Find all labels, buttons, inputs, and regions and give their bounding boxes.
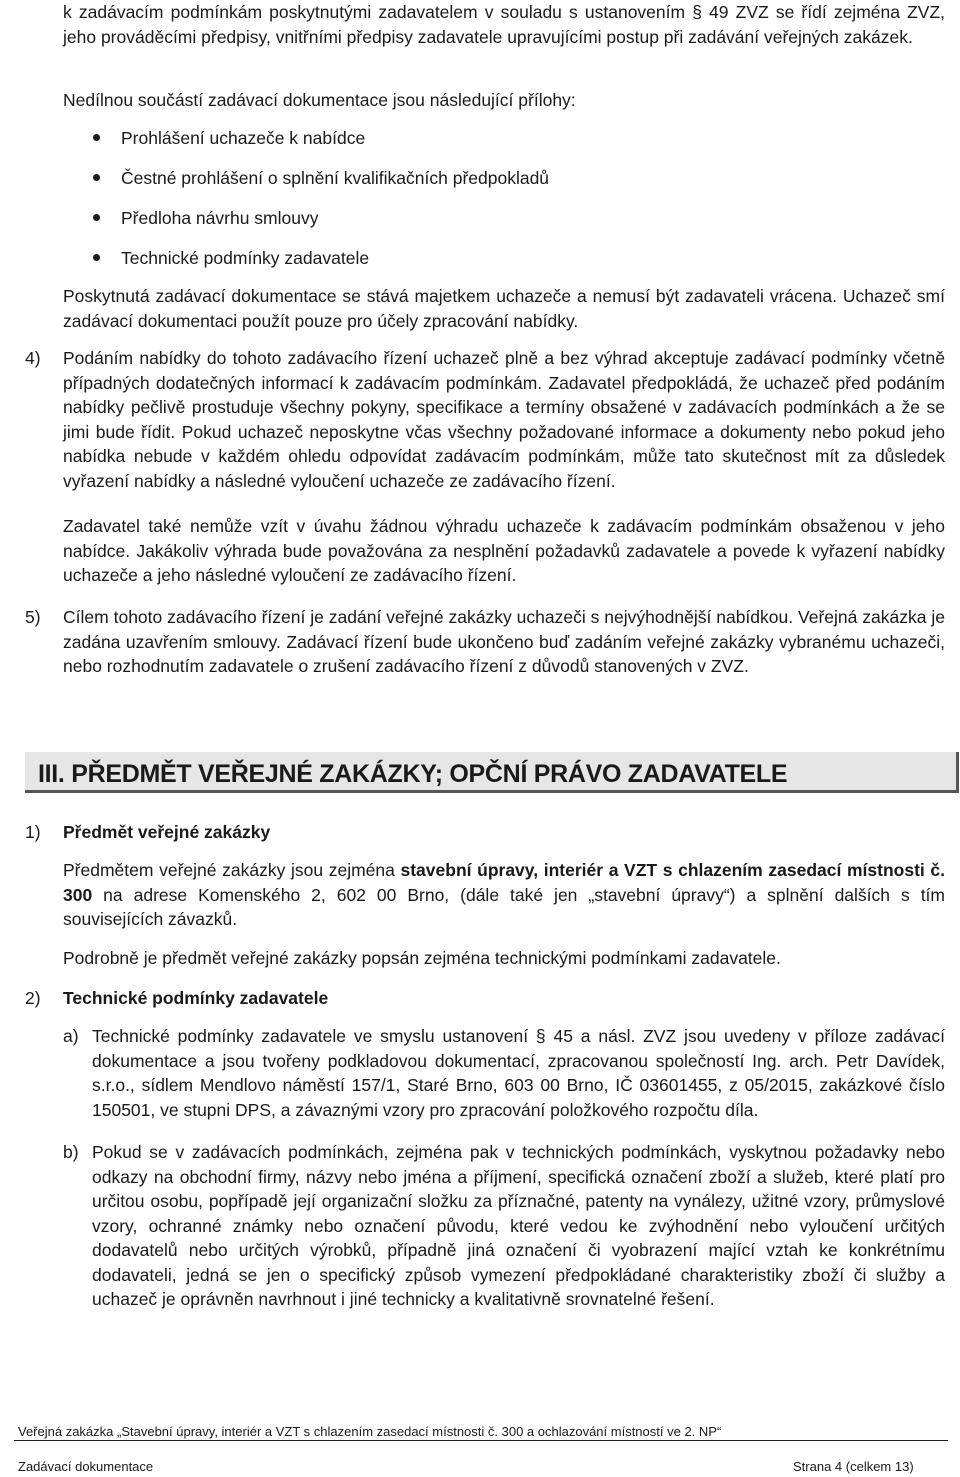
item-number: 5): [25, 607, 41, 627]
section-heading: III. PŘEDMĚT VEŘEJNÉ ZAKÁZKY; OPČNÍ PRÁVO ZADAVATELE: [38, 760, 788, 788]
acceptance-paragraph: Podáním nabídky do tohoto zadávacího řízení uchazeč plně a bez výhrad akceptuje zadávací podmínky včetně případných dodatečných informací k zadávacím podmínkám. Zadavatel předpokládá, že uchazeč před podáním nabídky pečlivě prostuduje všechny pokyny, specifikace a termíny obsažené v zadávacích podmínkách a že se jimi bude řídit. Pokud uchazeč neposkytne včas všechny požadované informace a dokumenty nebo pokud jeho nabídka nebude v každém ohledu odpovídat zadávacím podmínkám, může tato skutečnost mít za důsledek vyřazení nabídky a následné vyloučení uchazeče ze zadávacího řízení.: [63, 348, 945, 491]
bullet-icon: [93, 214, 100, 221]
attachments-intro: Nedílnou součástí zadávací dokumentace jsou následující přílohy:: [63, 90, 576, 110]
subsection-title: Technické podmínky zadavatele: [63, 988, 329, 1008]
footer-divider: [14, 1440, 948, 1441]
goal-paragraph: Cílem tohoto zadávacího řízení je zadání veřejné zakázky uchazeči s nejvýhodnější nabídkou. Veřejná zakázka je zadána uzavřením smlouvy. Zadávací řízení bude ukončeno buď zadáním veřejné zakázky vybranému uchazeči, nebo rozhodnutím zadavatele o zrušení zadávacího řízení z důvodů stanovených v ZVZ.: [63, 607, 945, 676]
subsection-number: 1): [25, 822, 41, 842]
footer-contract-title: Veřejná zakázka „Stavební úpravy, interiér a VZT s chlazením zasedací místnosti č. 300 a ochlazování místností ve 2. NP“: [18, 1424, 722, 1439]
list-label: b): [63, 1142, 79, 1162]
list-label: a): [63, 1026, 79, 1046]
item-number: 4): [25, 348, 41, 368]
attachment-item: Předloha návrhu smlouvy: [121, 208, 319, 228]
subject-detail-paragraph: Podrobně je předmět veřejné zakázky popsán zejména technickými podmínkami zadavatele.: [63, 948, 781, 968]
footer-document-name: Zadávací dokumentace: [18, 1459, 154, 1474]
subsection-number: 2): [25, 988, 41, 1008]
reservation-paragraph: Zadavatel také nemůže vzít v úvahu žádnou výhradu uchazeče k zadávacím podmínkám obsaženou v jeho nabídce. Jakákoliv výhrada bude považována za nesplnění požadavků zadavatele a povede k vyřazení nabídky uchazeče a jeho následné vyloučení ze zadávacího řízení.: [63, 516, 945, 585]
subsection-title: Předmět veřejné zakázky: [63, 822, 271, 842]
subject-paragraph: Předmětem veřejné zakázky jsou zejména stavební úpravy, interiér a VZT s chlazením zasedací místnosti č. 300 na adrese Komenského 2, 602 00 Brno, (dále také jen „stavební úpravy“) a splnění dalších s tím souvisejících závazků.: [63, 860, 945, 929]
technical-conditions-paragraph: Technické podmínky zadavatele ve smyslu ustanovení § 45 a násl. ZVZ jsou uvedeny v příloze zadávací dokumentace a jsou tvořeny podkladovou dokumentací, zpracovanou společností Ing. arch. Petr Davídek, s.r.o., sídlem Mendlovo náměstí 157/1, Staré Brno, 603 00 Brno, IČ 03601455, z 05/2015, zakázkové číslo 150501, ve stupni DPS, a závaznými vzory pro zpracování položkového rozpočtu díla.: [92, 1026, 945, 1120]
attachment-item: Technické podmínky zadavatele: [121, 248, 370, 268]
subject-highlight: stavební úpravy, interiér a VZT s chlazením zasedací místnosti č. 300: [63, 860, 945, 905]
intro-paragraph: k zadávacím podmínkám poskytnutými zadavatelem v souladu s ustanovením § 49 ZVZ se řídí zejména ZVZ, jeho prováděcími předpisy, vnitřními předpisy zadavatele upravujícími postup při zadávání veřejných zakázek.: [63, 2, 945, 47]
attachment-item: Prohlášení uchazeče k nabídce: [121, 128, 366, 148]
documentation-ownership-paragraph: Poskytnutá zadávací dokumentace se stává majetkem uchazeče a nemusí být zadavateli vrácena. Uchazeč smí zadávací dokumentaci použít pouze pro účely zpracování nabídky.: [63, 286, 945, 331]
bullet-icon: [93, 174, 100, 181]
brand-references-paragraph: Pokud se v zadávacích podmínkách, zejména pak v technických podmínkách, vyskytnou požadavky nebo odkazy na obchodní firmy, názvy nebo jména a příjmení, specifická označení zboží a služeb, které platí pro určitou osobu, popřípadě její organizační složku za příznačné, patenty na vynálezy, užitné vzory, průmyslové vzory, ochranné známky nebo označení původu, které vedou ke zvýhodnění nebo vyloučení určitých dodavatelů nebo určitých výrobků, případně jiná označení či vyobrazení mající vztah ke konkrétnímu dodavateli, jedná se jen o specifický způsob vymezení předpokládané charakteristiky zboží či služby a uchazeč je oprávněn navrhnout i jiné technicky a kvalitativně srovnatelné řešení.: [92, 1142, 945, 1309]
attachment-item: Čestné prohlášení o splnění kvalifikačních předpokladů: [121, 168, 550, 188]
page-number: Strana 4 (celkem 13): [793, 1459, 914, 1474]
bullet-icon: [93, 134, 100, 141]
bullet-icon: [93, 254, 100, 261]
